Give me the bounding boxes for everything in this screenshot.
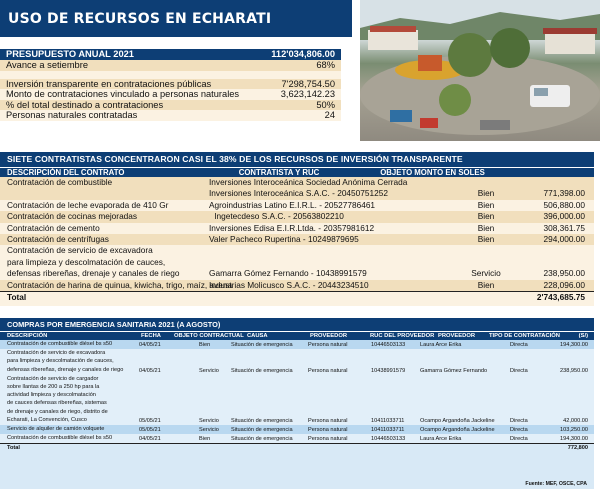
- purchase-description-line: sobre llantas de 200 a 250 hp para la: [7, 383, 100, 390]
- purchase-description-line: actividad limpieza y descolmatación: [7, 392, 96, 399]
- purchase-supplier-type: Persona natural: [308, 367, 348, 374]
- summary-row-value: 50%: [316, 99, 335, 110]
- header-object: OBJETO MONTO EN SOLES: [380, 168, 485, 177]
- header-object: OBJETO CONTRACTUAL: [174, 333, 244, 339]
- summary-row: [0, 89, 341, 100]
- contract-description: Contratación de harina de quinua, kiwicha, trigo, maíz, avena: [7, 279, 233, 290]
- contract-object: Bien: [477, 222, 495, 233]
- emergency-table-title: COMPRAS POR EMERGENCIA SANITARIA 2021 (A AGOSTO): [0, 318, 594, 331]
- contract-amount: 771,398.00: [543, 188, 585, 199]
- summary-row-value: 7'298,754.50: [281, 78, 335, 89]
- purchase-contract-type: Directa: [510, 426, 528, 433]
- purchase-date: 05/05/21: [139, 426, 161, 433]
- header-description: DESCRIPCIÓN DEL CONTRATO: [7, 168, 125, 177]
- progress-row: [0, 60, 341, 71]
- purchase-object: Bien: [199, 342, 211, 348]
- contract-contractor: Agroindustrias Latino E.I.R.L. - 20527786461: [209, 199, 376, 210]
- purchase-object: Servicio: [199, 367, 219, 374]
- contract-row: [0, 245, 594, 256]
- contract-description: Contratación de cemento: [7, 222, 100, 233]
- summary-row: [0, 100, 341, 111]
- purchase-date: 05/05/21: [139, 417, 161, 424]
- contract-object: Bien: [477, 199, 495, 210]
- header-supplier: PROVEEDOR: [310, 333, 348, 339]
- contract-amount: 308,361.75: [543, 222, 585, 233]
- purchase-contract-type: Directa: [510, 417, 528, 424]
- purchase-ruc: 10446503133: [371, 342, 406, 348]
- purchase-description-line: de cauces defensas ribereñas, sistemas: [7, 400, 107, 407]
- total-value: 772,800: [567, 445, 588, 452]
- purchase-date: 04/05/21: [139, 436, 161, 443]
- contractors-table-header: [0, 167, 594, 177]
- summary-row-value: 3,623,142.23: [280, 89, 335, 99]
- contract-amount: 506,880.00: [543, 199, 585, 210]
- summary-spacer: [0, 71, 341, 79]
- contract-object: Bien: [477, 279, 495, 290]
- progress-value: 68%: [316, 60, 335, 70]
- summary-row-label: Monto de contrataciones vinculado a personas naturales: [6, 89, 240, 99]
- contract-description: para limpieza y descolmatación de cauces,: [7, 256, 166, 267]
- summary-row: [0, 79, 341, 90]
- contract-object: Bien: [477, 188, 495, 199]
- purchase-description: [7, 434, 112, 442]
- contractors-table-title: SIETE CONTRATISTAS CONCENTRARON CASI EL 38% DE LOS RECURSOS DE INVERSIÓN TRANSPARENTE: [0, 152, 594, 167]
- purchase-supplier-type: Persona natural: [308, 436, 348, 443]
- purchase-cause: Situación de emergencia: [231, 417, 293, 424]
- summary-row-label: Personas naturales contratadas: [6, 110, 138, 120]
- header-contract-type: TIPO DE CONTRATACIÓN: [489, 333, 560, 339]
- contract-row: [0, 268, 594, 279]
- total-label: Total: [7, 291, 27, 302]
- budget-value: 112'034,806.00: [271, 49, 335, 59]
- purchase-date: 04/05/21: [139, 342, 161, 348]
- purchase-description-line: Contratación de servicio de excavadora: [7, 350, 106, 357]
- contract-row: [0, 257, 594, 268]
- contract-row: [0, 223, 594, 234]
- budget-summary: [0, 49, 341, 141]
- contract-object: Bien: [477, 233, 495, 244]
- purchase-supplier-name: Ocampo Argandoña Jackeline: [420, 417, 495, 424]
- purchase-supplier-name: Ocampo Argandoña Jackeline: [420, 426, 495, 433]
- purchase-row: [0, 349, 594, 375]
- purchase-description-line: para limpieza y descolmatación de cauces,: [7, 358, 114, 365]
- purchase-description-line: de drenaje y canales de riego, distrito de: [7, 408, 108, 415]
- purchase-amount: 194,300.00: [560, 436, 588, 443]
- contract-description: Contratación de centrífugas: [7, 233, 109, 244]
- contract-amount: 238,950.00: [543, 268, 585, 279]
- contract-row: [0, 188, 594, 199]
- summary-row-value: 24: [324, 110, 335, 120]
- budget-label: PRESUPUESTO ANUAL 2021: [6, 49, 134, 59]
- contract-amount: 294,000.00: [543, 233, 585, 244]
- purchase-cause: Situación de emergencia: [231, 342, 293, 348]
- summary-row-label: % del total destinado a contrataciones: [6, 99, 164, 110]
- plaza-photo: [360, 0, 600, 141]
- contract-description: Contratación de cocinas mejoradas: [7, 211, 138, 222]
- contract-description: Contratación de combustible: [7, 177, 113, 187]
- total-value: 2'743,685.75: [536, 291, 585, 302]
- contract-contractor: Inversiones Edisa E.I.R.Ltda. - 20357981612: [209, 222, 375, 233]
- purchase-contract-type: Directa: [510, 342, 528, 348]
- purchase-amount: 194,300.00: [560, 342, 588, 348]
- page-title: USO DE RECURSOS EN ECHARATI: [0, 0, 352, 37]
- contract-row: [0, 234, 594, 245]
- emergency-table-header: [0, 331, 594, 340]
- purchase-description-line: Contratación de combustible diésel bs s50: [7, 341, 113, 347]
- contract-contractor: Inversiones Interoceánica Sociedad Anónima Cerrada: [209, 177, 408, 187]
- contract-row: [0, 200, 594, 211]
- purchase-cause: Situación de emergencia: [231, 426, 293, 433]
- purchase-supplier-type: Persona natural: [308, 426, 348, 433]
- header-description: DESCRIPCIÓN: [7, 333, 48, 339]
- contract-description: defensas ribereñas, drenaje y canales de riego: [7, 268, 180, 279]
- header-ruc: RUC DEL PROVEEDOR: [370, 333, 435, 339]
- purchase-ruc: 10438991579: [371, 367, 406, 374]
- plaza-photo-icon: [360, 0, 600, 141]
- purchase-description-line: Contratación de combustible diésel bs s50: [7, 435, 113, 442]
- summary-row-label: Inversión transparente en contrataciones públicas: [6, 78, 212, 89]
- emergency-purchases-table: [0, 318, 594, 489]
- purchase-object: Bien: [199, 436, 211, 443]
- contract-contractor: Ingetecdeso S.A.C. - 20563802210: [214, 211, 344, 222]
- header-date: FECHA: [141, 333, 161, 339]
- contract-contractor: Gamarra Gómez Fernando - 10438991579: [209, 268, 367, 279]
- header-cause: CAUSA: [247, 333, 268, 339]
- contract-description: Contratación de leche evaporada de 410 Gr: [7, 199, 169, 210]
- purchase-cause: Situación de emergencia: [231, 436, 293, 443]
- contract-row: [0, 280, 594, 291]
- purchase-description-line: Echarati, La Convención, Cusco: [7, 416, 87, 423]
- contract-contractor: Industrias Molicusco S.A.C. - 20443234510: [209, 279, 369, 290]
- purchase-description: [7, 375, 108, 424]
- purchase-supplier-type: Persona natural: [308, 417, 348, 424]
- purchase-supplier-name: Laura Arce Erika: [420, 342, 462, 348]
- purchase-contract-type: Directa: [510, 436, 528, 443]
- contract-object: Servicio: [471, 268, 501, 279]
- purchase-contract-type: Directa: [510, 367, 528, 374]
- purchase-amount: 103,250.00: [560, 426, 588, 433]
- header-supplier-name: PROVEEDOR: [438, 333, 476, 339]
- source-note: Fuente: MEF, OSCE, CPA: [525, 481, 587, 487]
- emergency-total-row: [0, 443, 594, 452]
- purchase-row: [0, 425, 594, 434]
- summary-row: [0, 110, 341, 121]
- progress-label: Avance a setiembre: [6, 60, 88, 70]
- contract-contractor: Valer Pacheco Rupertina - 10249879695: [209, 233, 359, 244]
- contract-row: [0, 211, 594, 222]
- purchase-description: [7, 349, 123, 374]
- purchase-supplier-name: Gamarra Gómez Fernando: [420, 367, 488, 374]
- header-amount: (S/): [578, 333, 588, 339]
- contract-description: Contratación de servicio de excavadora: [7, 245, 153, 256]
- purchase-ruc: 10411033711: [371, 417, 405, 424]
- purchase-cause: Situación de emergencia: [231, 367, 293, 374]
- contractors-table: [0, 152, 594, 306]
- purchase-object: Servicio: [199, 426, 219, 433]
- purchase-supplier-type: Persona natural: [308, 342, 348, 348]
- purchase-description: [7, 425, 104, 433]
- purchase-amount: 42,000.00: [563, 417, 588, 424]
- total-label: Total: [7, 445, 20, 452]
- purchase-description-line: Contratación de servicio de cargador: [7, 375, 99, 382]
- contract-object: Bien: [477, 211, 495, 222]
- purchase-ruc: 10446503133: [371, 436, 406, 443]
- purchase-description: [7, 340, 112, 348]
- purchase-ruc: 10411033711: [371, 426, 405, 433]
- contract-row: [0, 177, 594, 188]
- budget-row: [0, 49, 341, 60]
- purchase-description-line: defensas ribereñas, drenaje y canales de riego: [7, 366, 124, 373]
- header-contractor: CONTRATISTA Y RUC: [238, 168, 320, 177]
- purchase-row: [0, 340, 594, 349]
- contractors-total-row: [0, 291, 594, 302]
- purchase-description-line: Servicio de alquiler de camión volquete: [7, 425, 105, 432]
- contract-amount: 396,000.00: [543, 211, 585, 222]
- purchase-date: 04/05/21: [139, 367, 161, 374]
- purchase-object: Servicio: [199, 417, 219, 424]
- contract-amount: 228,096.00: [543, 279, 585, 290]
- purchase-row: [0, 434, 594, 443]
- contract-contractor: Inversiones Interoceánica S.A.C. - 20450751252: [209, 188, 388, 199]
- purchase-row: [0, 375, 594, 425]
- purchase-amount: 238,950.00: [560, 367, 588, 374]
- purchase-supplier-name: Laura Arce Erika: [420, 436, 462, 443]
